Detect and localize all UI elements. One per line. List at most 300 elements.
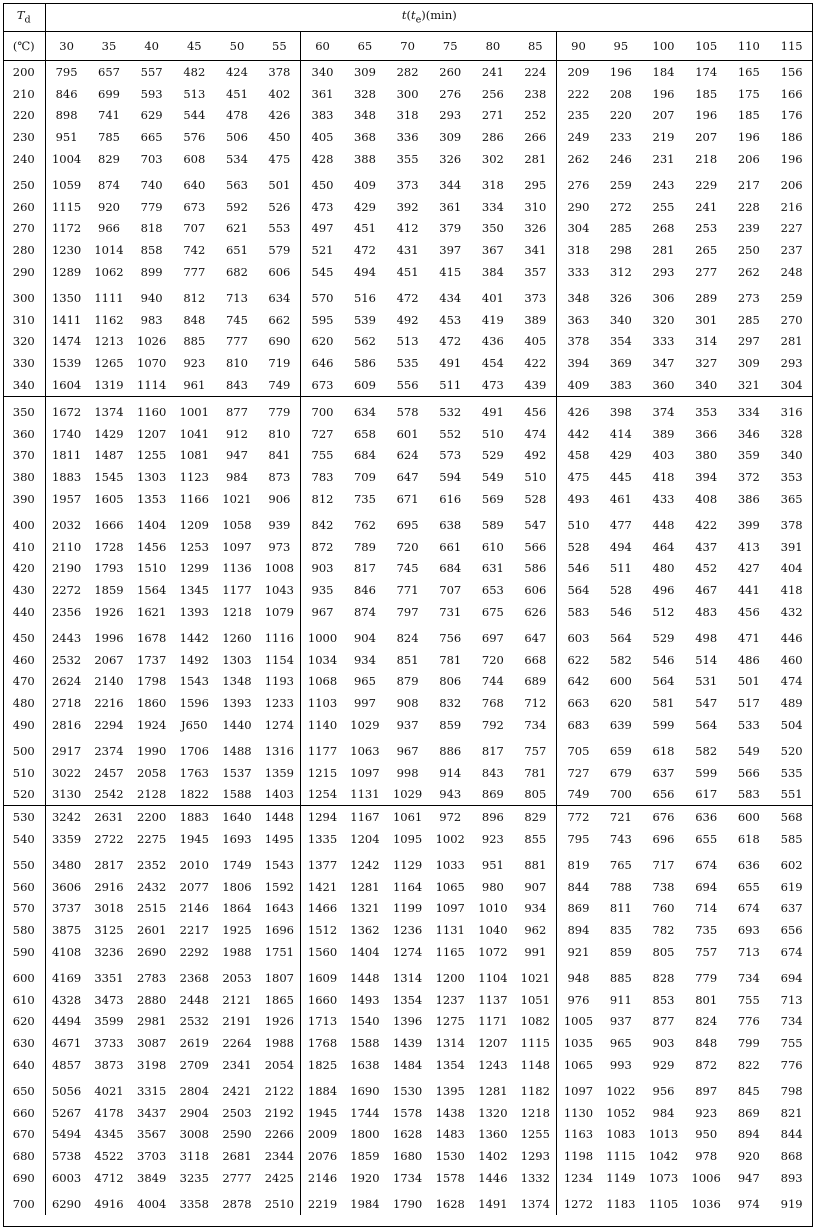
value-cell: 760	[652, 901, 675, 916]
value-cell: 405	[311, 130, 334, 145]
value-cell: 1793	[94, 561, 124, 576]
value-cell: 695	[396, 517, 419, 532]
value-cell: 1860	[137, 696, 167, 711]
value-cell: 471	[737, 630, 760, 645]
value-cell: 1859	[350, 1149, 380, 1164]
table-row	[3, 919, 813, 941]
value-cell: 552	[439, 426, 462, 441]
value-cell: 1167	[350, 810, 380, 825]
value-cell: 492	[396, 312, 419, 327]
value-cell: 980	[481, 879, 504, 894]
value-cell: 1218	[222, 605, 252, 620]
value-cell: 562	[353, 334, 376, 349]
value-cell: 2981	[137, 1014, 167, 1029]
value-cell: 494	[353, 265, 376, 280]
value-cell: 1111	[94, 290, 124, 305]
value-cell: 2601	[137, 923, 167, 938]
value-cell: 673	[301, 374, 344, 396]
value-cell: 482	[183, 64, 206, 79]
value-cell: 689	[514, 671, 557, 693]
value-cell: 1079	[258, 601, 301, 623]
value-cell: 547	[695, 696, 718, 711]
value-cell: 631	[481, 561, 504, 576]
table-row	[3, 396, 813, 422]
value-cell: 1588	[216, 784, 259, 806]
value-cell: 749	[258, 374, 301, 396]
value-cell: 779	[140, 199, 163, 214]
value-cell: 564	[567, 583, 590, 598]
value-cell: 2128	[130, 784, 173, 806]
temperature-cell: 650	[3, 1076, 45, 1102]
value-cell: 776	[737, 1014, 760, 1029]
value-cell: 755	[780, 1036, 803, 1051]
value-cell: 1215	[307, 765, 338, 780]
value-cell: 743	[609, 831, 632, 846]
column-header: 95	[600, 32, 643, 61]
value-cell: 1274	[258, 714, 301, 736]
value-cell: 1035	[563, 1036, 594, 1051]
value-cell: 2443	[51, 630, 82, 645]
value-cell: 1865	[258, 989, 301, 1011]
temperature-cell: 440	[3, 601, 45, 623]
value-cell: 249	[567, 130, 590, 145]
value-cell: 720	[481, 652, 504, 667]
value-cell: 1822	[173, 784, 216, 806]
value-cell: 657	[98, 64, 120, 79]
value-cell: 843	[216, 374, 259, 396]
value-cell: 3236	[94, 944, 124, 959]
value-cell: 184	[652, 64, 675, 79]
value-cell: 1666	[94, 517, 124, 532]
temperature-cell: 670	[3, 1123, 45, 1145]
value-cell: 1510	[137, 561, 167, 576]
value-cell: 2077	[179, 879, 209, 894]
value-cell: 532	[439, 404, 462, 419]
table-row	[3, 374, 813, 396]
temperature-cell: 480	[3, 692, 45, 714]
value-cell: 1588	[350, 1036, 380, 1051]
value-cell: 419	[481, 312, 504, 327]
temperature-cell: 600	[3, 963, 45, 989]
value-cell: 709	[353, 470, 376, 485]
value-cell: 309	[439, 130, 462, 145]
value-cell: 434	[439, 290, 462, 305]
value-cell: 617	[685, 784, 728, 806]
value-cell: 510	[514, 466, 557, 488]
value-cell: 3480	[51, 857, 82, 872]
value-cell: 2457	[94, 765, 124, 780]
value-cell: 877	[652, 1014, 675, 1029]
value-cell: 1402	[478, 1149, 508, 1164]
value-cell: 2146	[307, 1170, 338, 1185]
value-cell: 907	[514, 876, 557, 898]
value-cell: 512	[652, 605, 675, 620]
value-cell: 1148	[514, 1054, 557, 1076]
value-cell: 1545	[94, 470, 124, 485]
value-cell: 976	[567, 992, 590, 1007]
value-cell: 293	[780, 356, 803, 371]
temperature-cell: 590	[3, 941, 45, 963]
value-cell: 1040	[478, 923, 508, 938]
value-cell: 281	[780, 334, 803, 349]
value-cell: 950	[695, 1127, 718, 1142]
value-cell: 1193	[258, 671, 301, 693]
value-cell: 265	[695, 243, 718, 258]
value-cell: 1230	[51, 243, 82, 258]
value-cell: 1749	[222, 857, 252, 872]
value-cell: 920	[98, 199, 120, 214]
value-cell: 1543	[179, 674, 209, 689]
column-header: 75	[429, 32, 472, 61]
value-cell: 320	[652, 312, 675, 327]
value-cell: 1314	[392, 970, 423, 985]
table-header	[3, 3, 813, 61]
value-cell: 1421	[307, 879, 338, 894]
table-row	[3, 1102, 813, 1124]
value-cell: 720	[396, 539, 419, 554]
value-cell: 998	[396, 765, 419, 780]
table-row	[3, 850, 813, 876]
value-cell: 734	[737, 970, 760, 985]
value-cell: 610	[481, 539, 504, 554]
value-cell: 1115	[51, 199, 82, 214]
temperature-cell: 270	[3, 218, 45, 240]
value-cell: 1543	[258, 850, 301, 876]
value-cell: 473	[311, 199, 334, 214]
column-header: 65	[344, 32, 387, 61]
value-cell: 642	[567, 674, 590, 689]
temperature-cell: 280	[3, 239, 45, 261]
value-cell: 1123	[179, 470, 209, 485]
value-cell: 1021	[222, 492, 252, 507]
temperature-cell: 340	[3, 374, 45, 396]
value-cell: 344	[439, 177, 462, 192]
value-cell: 282	[396, 64, 419, 79]
value-cell: 3351	[94, 970, 124, 985]
value-cell: 241	[481, 64, 504, 79]
value-cell: 846	[55, 86, 78, 101]
value-cell: 655	[695, 831, 718, 846]
value-cell: 196	[695, 108, 718, 123]
value-cell: 908	[396, 696, 419, 711]
value-cell: 1734	[392, 1170, 423, 1185]
value-cell: 1354	[392, 992, 423, 1007]
value-cell: 1233	[258, 692, 301, 714]
value-cell: 1237	[435, 992, 465, 1007]
value-cell: 1303	[222, 652, 252, 667]
value-cell: 318	[396, 108, 419, 123]
value-cell: 367	[481, 243, 504, 258]
value-cell: 547	[514, 510, 557, 536]
value-cell: 355	[396, 152, 419, 167]
value-cell: 1438	[435, 1105, 465, 1120]
value-cell: 428	[311, 152, 334, 167]
value-cell: 2292	[179, 944, 209, 959]
value-cell: 1097	[435, 901, 465, 916]
value-cell: 674	[695, 857, 718, 872]
value-cell: 3358	[179, 1196, 209, 1211]
value-cell: 2219	[307, 1196, 338, 1211]
value-cell: 1466	[307, 901, 338, 916]
value-cell: 2341	[222, 1057, 252, 1072]
value-cell: 673	[183, 199, 206, 214]
value-cell: 228	[737, 199, 760, 214]
value-cell: 3473	[94, 992, 124, 1007]
value-cell: 1530	[435, 1149, 465, 1164]
value-cell: 3008	[179, 1127, 209, 1142]
value-cell: 894	[737, 1127, 760, 1142]
value-cell: 1130	[563, 1105, 594, 1120]
value-cell: 252	[514, 105, 557, 127]
value-cell: 1491	[478, 1196, 508, 1211]
temperature-cell: 260	[3, 196, 45, 218]
value-cell: 549	[481, 470, 504, 485]
value-cell: 539	[353, 312, 376, 327]
value-cell: 972	[439, 810, 462, 825]
value-cell: 618	[652, 743, 675, 758]
value-cell: 602	[780, 857, 803, 872]
value-cell: 3125	[94, 923, 124, 938]
value-cell: 586	[353, 356, 376, 371]
value-cell: 374	[652, 404, 675, 419]
value-cell: 474	[780, 674, 803, 689]
value-cell: 1160	[137, 404, 167, 419]
column-header: 30	[45, 32, 88, 61]
value-cell: 606	[258, 261, 301, 283]
value-cell: 5494	[51, 1127, 82, 1142]
value-cell: 1448	[350, 970, 380, 985]
value-cell: 218	[695, 152, 718, 167]
value-cell: 1177	[307, 743, 338, 758]
value-cell: 873	[258, 466, 301, 488]
value-cell: 451	[396, 265, 419, 280]
value-cell: 1474	[51, 334, 82, 349]
value-cell: 4345	[94, 1127, 124, 1142]
value-cell: 366	[695, 426, 718, 441]
value-cell: 1393	[222, 696, 252, 711]
value-cell: 378	[780, 517, 803, 532]
value-cell: 4671	[51, 1036, 82, 1051]
value-cell: 1114	[130, 374, 173, 396]
value-cell: 991	[514, 941, 557, 963]
value-cell: 379	[439, 221, 462, 236]
table-row	[3, 1123, 813, 1145]
value-cell: 426	[258, 105, 301, 127]
value-cell: 241	[695, 199, 718, 214]
value-cell: 1488	[222, 743, 252, 758]
value-cell: 1811	[51, 448, 82, 463]
value-cell: 1920	[350, 1170, 380, 1185]
value-cell: 684	[353, 448, 376, 463]
value-cell: 1696	[258, 919, 301, 941]
value-cell: 1988	[258, 1032, 301, 1054]
table-row	[3, 601, 813, 623]
value-cell: 285	[609, 221, 632, 236]
value-cell: 1984	[350, 1196, 380, 1211]
temperature-cell: 530	[3, 806, 45, 828]
value-cell: 581	[652, 696, 675, 711]
value-cell: 984	[225, 470, 248, 485]
value-cell: 1495	[258, 828, 301, 850]
value-cell: 529	[481, 448, 504, 463]
value-cell: 2804	[179, 1083, 209, 1098]
value-cell: 1200	[435, 970, 465, 985]
value-cell: 1199	[392, 901, 423, 916]
value-cell: 273	[737, 290, 760, 305]
temperature-symbol: T	[16, 8, 25, 23]
value-cell: 486	[737, 652, 760, 667]
value-cell: 812	[183, 290, 206, 305]
value-cell: 196	[780, 152, 803, 167]
value-cell: 346	[737, 426, 760, 441]
table-row	[3, 876, 813, 898]
table-row	[3, 218, 813, 240]
value-cell: 1578	[435, 1170, 465, 1185]
temperature-cell: 370	[3, 445, 45, 467]
value-cell: 765	[609, 857, 632, 872]
value-cell: 2917	[51, 743, 82, 758]
value-cell: 544	[183, 108, 206, 123]
value-cell: 501	[258, 170, 301, 196]
value-cell: 1177	[222, 583, 252, 598]
value-cell: 967	[396, 743, 419, 758]
value-cell: 727	[311, 426, 334, 441]
value-cell: 934	[514, 897, 557, 919]
value-cell: 935	[311, 583, 334, 598]
value-cell: 403	[652, 448, 675, 463]
value-cell: 776	[780, 1057, 803, 1072]
value-cell: 422	[695, 517, 718, 532]
value-cell: 427	[737, 561, 760, 576]
value-cell: 293	[439, 108, 462, 123]
value-cell: 517	[737, 696, 760, 711]
value-cell: 3733	[94, 1036, 124, 1051]
value-cell: 951	[55, 130, 78, 145]
value-cell: 582	[695, 743, 718, 758]
value-cell: 510	[567, 517, 590, 532]
value-cell: 372	[737, 470, 760, 485]
value-cell: 1395	[435, 1083, 465, 1098]
value-cell: 679	[609, 765, 632, 780]
value-cell: 601	[396, 426, 419, 441]
value-cell: 209	[567, 64, 590, 79]
column-header: 100	[642, 32, 685, 61]
table-row	[3, 762, 813, 784]
value-cell: 6290	[51, 1196, 82, 1211]
value-cell: 2200	[137, 810, 167, 825]
value-cell: 237	[780, 243, 803, 258]
value-cell: 340	[609, 312, 632, 327]
value-cell: 1070	[137, 356, 167, 371]
table-row	[3, 941, 813, 963]
value-cell: 1116	[258, 623, 301, 649]
value-cell: 256	[481, 86, 504, 101]
value-cell: 896	[481, 810, 504, 825]
value-cell: 705	[567, 743, 590, 758]
value-cell: 1864	[222, 901, 252, 916]
value-cell: 851	[396, 652, 419, 667]
value-cell: 207	[695, 130, 718, 145]
value-cell: 300	[396, 86, 419, 101]
value-cell: 1022	[606, 1083, 636, 1098]
value-cell: 676	[652, 810, 675, 825]
value-cell: 658	[353, 426, 376, 441]
value-cell: 872	[311, 539, 334, 554]
value-cell: 1065	[563, 1057, 594, 1072]
value-cell: 1207	[478, 1036, 508, 1051]
value-cell: 336	[396, 130, 419, 145]
column-header: 110	[728, 32, 771, 61]
value-cell: 286	[481, 130, 504, 145]
value-cell: 533	[737, 718, 760, 732]
temperature-cell: 660	[3, 1102, 45, 1124]
value-cell: 682	[225, 265, 248, 280]
value-cell: 789	[353, 539, 376, 554]
value-cell: 1204	[350, 831, 380, 846]
value-cell: 2904	[179, 1105, 209, 1120]
value-cell: 609	[344, 374, 387, 396]
value-cell: 844	[567, 879, 590, 894]
value-cell: 354	[609, 334, 632, 349]
value-cell: 1859	[94, 583, 124, 598]
value-cell: 1026	[137, 334, 167, 349]
value-cell: 388	[353, 152, 376, 167]
value-cell: 1097	[222, 539, 252, 554]
value-cell: 414	[609, 426, 632, 441]
value-cell: 531	[695, 674, 718, 689]
table-row	[3, 105, 813, 127]
value-cell: 727	[567, 765, 590, 780]
value-cell: 869	[472, 784, 515, 806]
value-cell: 894	[567, 923, 590, 938]
value-cell: 1926	[94, 605, 124, 620]
value-cell: 576	[183, 130, 206, 145]
value-cell: 699	[98, 86, 120, 101]
value-cell: 529	[652, 630, 675, 645]
value-cell: 662	[258, 309, 301, 331]
value-cell: 735	[695, 923, 718, 938]
value-cell: 665	[140, 130, 163, 145]
value-cell: 521	[311, 243, 334, 258]
value-cell: 805	[652, 944, 675, 959]
value-cell: 2718	[51, 696, 82, 711]
value-cell: 845	[737, 1083, 760, 1098]
value-cell: 1013	[648, 1127, 679, 1142]
value-cell: 429	[353, 199, 376, 214]
temperature-unit: (℃)	[3, 32, 45, 61]
value-cell: 785	[98, 130, 120, 145]
value-cell: 1183	[606, 1196, 636, 1211]
value-cell: 869	[737, 1105, 760, 1120]
value-cell: 239	[737, 221, 760, 236]
value-cell: 626	[514, 601, 557, 623]
value-cell: 1041	[179, 426, 209, 441]
value-cell: 974	[737, 1196, 760, 1211]
value-cell: 4328	[51, 992, 82, 1007]
value-cell: 684	[439, 561, 462, 576]
value-cell: 229	[695, 177, 718, 192]
value-cell: 334	[737, 404, 760, 419]
temperature-cell: 580	[3, 919, 45, 941]
value-cell: 2275	[137, 831, 167, 846]
value-cell: 1396	[392, 1014, 423, 1029]
value-cell: 1990	[137, 743, 167, 758]
value-cell: 656	[642, 784, 685, 806]
value-cell: 566	[737, 765, 760, 780]
value-cell: 3567	[137, 1127, 167, 1142]
value-cell: 328	[353, 86, 376, 101]
value-cell: 1713	[307, 1014, 338, 1029]
